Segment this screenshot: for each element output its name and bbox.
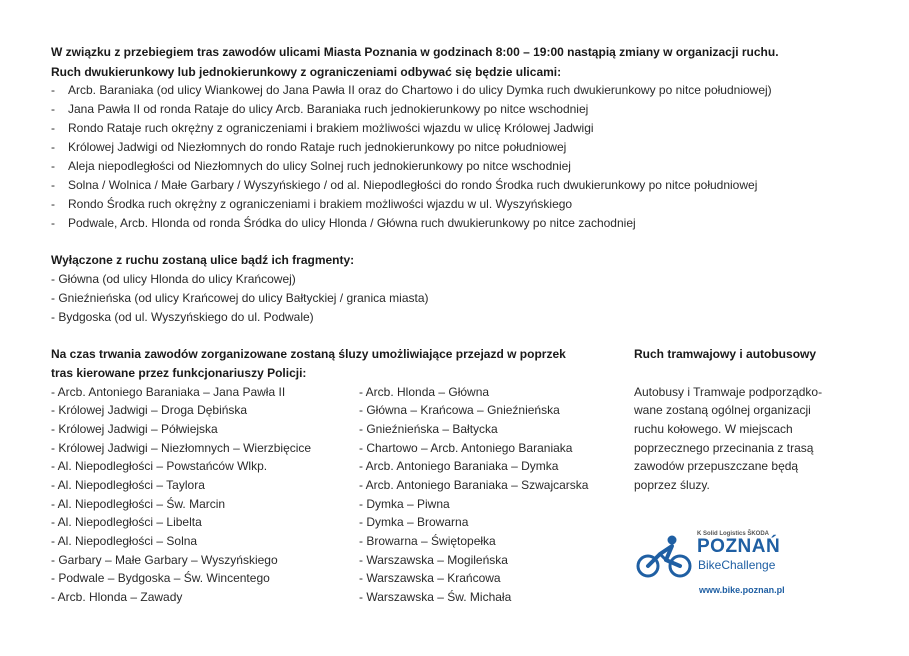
list-item: - Solna / Wolnica / Małe Garbary / Wyszyńskiego / od al. Niepodległości do rondo Środka ruch dwukierunkowy po nitce południowej [51, 178, 758, 192]
list-item: - Warszawska – Krańcowa [359, 571, 501, 585]
list-item: - Arcb. Antoniego Baraniaka – Jana Pawła II [51, 385, 286, 399]
list-item: - Podwale – Bydgoska – Św. Wincentego [51, 571, 270, 585]
list-item: - Warszawska – Św. Michała [359, 590, 512, 604]
list-item: - Jana Pawła II od ronda Rataje do ulicy Arcb. Baraniaka ruch jednokierunkowy po nitce wschodniej [51, 102, 589, 116]
list-item: - Królowej Jadwigi – Droga Dębińska [51, 403, 248, 417]
transit-line: Autobusy i Tramwaje podporządko- [634, 385, 823, 399]
transit-line: poprzez śluzy. [634, 478, 710, 492]
list-item: - Gnieźnieńska – Bałtycka [359, 422, 498, 436]
list-item: - Arcb. Hlonda – Zawady [51, 590, 183, 604]
list-item: - Chartowo – Arcb. Antoniego Baraniaka [359, 441, 573, 455]
list-item: - Al. Niepodległości – Św. Marcin [51, 497, 226, 511]
list-item: - Garbary – Małe Garbary – Wyszyńskiego [51, 553, 278, 567]
list-item: - Główna – Krańcowa – Gnieźnieńska [359, 403, 560, 417]
sluices-heading-1: Na czas trwania zawodów zorganizowane zostaną śluzy umożliwiające przejazd w poprzek [51, 347, 566, 361]
transit-heading: Ruch tramwajowy i autobusowy [634, 347, 817, 361]
sluices-heading-2: tras kierowane przez funkcjonariuszy Policji: [51, 366, 307, 380]
list-item: - Arcb. Baraniaka (od ulicy Wiankowej do Jana Pawła II oraz do Chartowo i do ulicy Dymka ruch dwukierunkowy po nitce południowej) [51, 83, 772, 97]
list-item: - Główna (od ulicy Hlonda do ulicy Krańcowej) [51, 272, 296, 286]
list-item: - Królowej Jadwigi – Półwiejska [51, 422, 218, 436]
list-item: - Al. Niepodległości – Solna [51, 534, 198, 548]
list-item: - Rondo Rataje ruch okrężny z ograniczeniami i brakiem możliwości wjazdu w ulicę Królowej Jadwigi [51, 121, 594, 135]
transit-line: zawodów przepuszczane będą [634, 459, 799, 473]
sponsor-logos: K Solid Logistics ŠKODA [697, 531, 770, 537]
list-item: - Arcb. Hlonda – Główna [359, 385, 490, 399]
list-item: - Bydgoska (od ul. Wyszyńskiego do ul. Podwale) [51, 310, 314, 324]
list-item: - Dymka – Piwna [359, 497, 450, 511]
transit-line: poprzecznego przecinania z trasą [634, 441, 814, 455]
website-link[interactable]: www.bike.poznan.pl [699, 585, 785, 595]
brand-title: POZNAŃ [697, 536, 781, 557]
list-item: - Al. Niepodległości – Taylora [51, 478, 205, 492]
list-item: - Al. Niepodległości – Powstańców Wlkp. [51, 459, 268, 473]
list-item: - Królowej Jadwigi od Niezłomnych do rondo Rataje ruch jednokierunkowy po nitce południowej [51, 140, 567, 154]
transit-line: ruchu kołowego. W miejscach [634, 422, 793, 436]
closed-heading: Wyłączone z ruchu zostaną ulice bądź ich fragmenty: [51, 253, 355, 267]
list-item: - Podwale, Arcb. Hlonda od ronda Śródka do ulicy Hlonda / Główna ruch dwukierunkowy po nitce zachodniej [51, 216, 636, 230]
list-item: - Dymka – Browarna [359, 515, 469, 529]
list-item: - Arcb. Antoniego Baraniaka – Dymka [359, 459, 559, 473]
poznan-bike-challenge-logo [636, 528, 796, 603]
list-item: - Browarna – Świętopełka [359, 534, 496, 548]
brand-subtitle: BikeChallenge [698, 558, 776, 572]
list-item: - Arcb. Antoniego Baraniaka – Szwajcarska [359, 478, 589, 492]
intro-line-1: W związku z przebiegiem tras zawodów ulicami Miasta Poznania w godzinach 8:00 – 19:00 nastąpią zmiany w organizacji ruchu. [51, 45, 779, 59]
cyclist-icon [636, 534, 694, 580]
list-item: - Aleja niepodległości od Niezłomnych do ulicy Solnej ruch jednokierunkowy po nitce wschodniej [51, 159, 571, 173]
list-item: - Al. Niepodległości – Libelta [51, 515, 202, 529]
list-item: - Warszawska – Mogileńska [359, 553, 508, 567]
list-item: - Rondo Środka ruch okrężny z ograniczeniami i brakiem możliwości wjazdu w ul. Wyszyńskiego [51, 197, 573, 211]
transit-line: wane zostaną ogólnej organizacji [634, 403, 811, 417]
list-item: - Królowej Jadwigi – Niezłomnych – Wierzbięcice [51, 441, 312, 455]
intro-line-2: Ruch dwukierunkowy lub jednokierunkowy z ograniczeniami odbywać się będzie ulicami: [51, 65, 562, 79]
list-item: - Gnieźnieńska (od ulicy Krańcowej do ulicy Bałtyckiej / granica miasta) [51, 291, 429, 305]
